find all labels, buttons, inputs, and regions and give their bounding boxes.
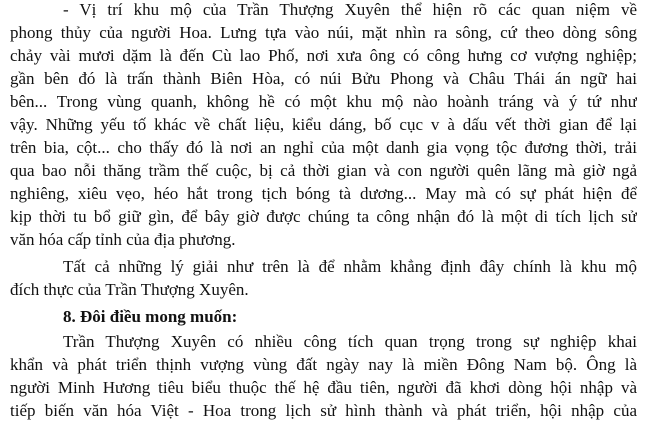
paragraph-1-line-11: văn hóa cấp tỉnh của địa phương. xyxy=(10,230,236,249)
paragraph-3-line-2: khẩn và phát triển thịnh vượng vùng đất ngày nay là miền Đông Nam bộ. Ông là xyxy=(10,355,637,374)
paragraph-1-line-8: qua bao nỗi thăng trầm thế cuộc, bị cả thời gian và con người quên lãng mà giờ ngả xyxy=(10,161,637,180)
paragraph-1-line-5: bên... Trong vùng quanh, không hề có một khu mộ nào hoành tráng và ý tứ như xyxy=(10,92,637,111)
paragraph-3-line-3: người Minh Hương tiêu biểu thuộc thế hệ đầu tiên, người đã khơi dòng hội nhập và xyxy=(10,378,637,397)
paragraph-1-line-4: gần bên đó là trấn thành Biên Hòa, có núi Bửu Phong và Châu Thái án ngữ hai xyxy=(10,69,637,88)
paragraph-1-line-6: vậy. Những yếu tố khác về chất liệu, kiểu dáng, bố cục v à dấu vết thời gian để lại xyxy=(10,115,637,134)
paragraph-3-line-4: tiếp biến văn hóa Việt - Hoa trong lịch sử hình thành và phát triển, hội nhập của xyxy=(10,401,637,420)
paragraph-1-line-7: trên bia, cột... cho thấy đó là nơi an nghỉ của một danh gia vọng tộc đương thời, trải xyxy=(10,138,637,157)
paragraph-1-line-9: nghiêng, xiêu vẹo, héo hắt trong tịch bóng tà dương... May mà có sự phát hiện để xyxy=(10,184,637,203)
paragraph-1-line-2: phong thủy của người Hoa. Lưng tựa vào núi, mặt nhìn ra sông, cứ theo dòng sông xyxy=(10,23,637,42)
paragraph-1-line-3: chảy vài mươi dặm là đến Cù lao Phố, nơi xưa ông có công hưng cơ vượng nghiệp; xyxy=(10,46,637,65)
paragraph-2-line-2: đích thực của Trần Thượng Xuyên. xyxy=(10,280,249,299)
paragraph-3-line-1: Trần Thượng Xuyên có nhiều công tích quan trọng trong sự nghiệp khai xyxy=(63,332,637,351)
paragraph-1-line-1: - Vị trí khu mộ của Trần Thượng Xuyên thể hiện rõ các quan niệm về xyxy=(63,0,637,19)
paragraph-1-line-10: kịp thời tu bổ giữ gìn, để bây giờ được chúng ta công nhận đó là một di tích lịch sử xyxy=(10,207,637,226)
section-heading: 8. Đôi điều mong muốn: xyxy=(63,307,238,326)
paragraph-2-line-1: Tất cả những lý giải như trên là để nhằm khẳng định đây chính là khu mộ xyxy=(63,257,637,276)
